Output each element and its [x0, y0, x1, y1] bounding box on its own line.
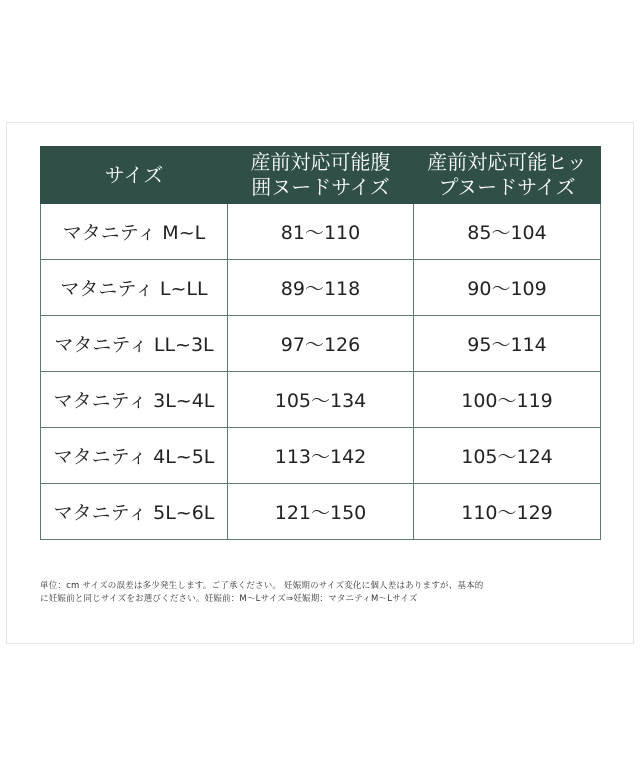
belly-cell: 81～110: [228, 204, 414, 260]
table-row: [41, 316, 601, 372]
table-row: [41, 260, 601, 316]
size-note: [40, 580, 600, 606]
hip-cell: 105～124: [414, 428, 601, 484]
size-cell: マタニティ LL~3L: [41, 316, 228, 372]
hip-cell: 110～129: [414, 484, 601, 540]
belly-cell: 89～118: [228, 260, 414, 316]
hip-cell: 100～119: [414, 372, 601, 428]
size-cell: マタニティ 4L~5L: [41, 428, 228, 484]
table-row: [41, 372, 601, 428]
header-hip-size: 産前対応可能ヒッ プヌードサイズ: [414, 147, 601, 204]
table-row: [41, 484, 601, 540]
belly-cell: 113～142: [228, 428, 414, 484]
table-row: [41, 204, 601, 260]
hip-cell: 85～104: [414, 204, 601, 260]
hip-cell: 90～109: [414, 260, 601, 316]
table-row: [41, 428, 601, 484]
table-header-row: [41, 147, 601, 204]
note-line-2: に妊娠前と同じサイズをお選びください。妊娠前：M～Lサイズ⇒妊娠期：マタニティM～Lサイズ: [40, 594, 418, 604]
note-line-1: 単位：cm サイズの誤差は多少発生します。ご了承ください。 妊娠期のサイズ変化に個人差はありますが、基本的: [40, 581, 484, 591]
size-cell: マタニティ M~L: [41, 204, 228, 260]
header-size: サイズ: [41, 147, 228, 204]
size-cell: マタニティ L~LL: [41, 260, 228, 316]
size-table: [40, 146, 601, 540]
size-cell: マタニティ 3L~4L: [41, 372, 228, 428]
belly-cell: 97～126: [228, 316, 414, 372]
belly-cell: 105～134: [228, 372, 414, 428]
belly-cell: 121～150: [228, 484, 414, 540]
header-belly-size: 産前対応可能腹 囲ヌードサイズ: [228, 147, 414, 204]
hip-cell: 95～114: [414, 316, 601, 372]
size-cell: マタニティ 5L~6L: [41, 484, 228, 540]
